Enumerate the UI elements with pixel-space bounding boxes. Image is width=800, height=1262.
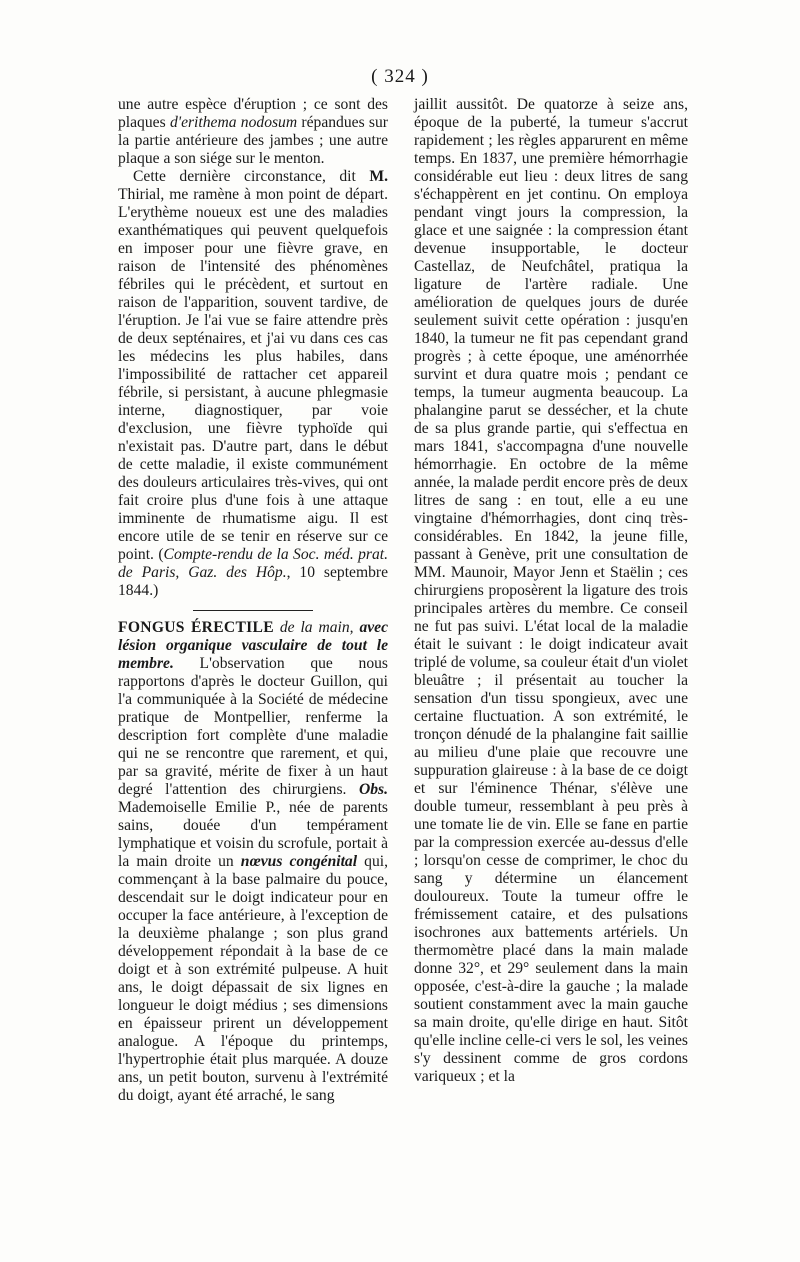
left-column [118,96,388,1105]
italic-term: nœvus congénital [240,853,358,870]
heading-italic: de la main, [273,619,360,636]
text-run: répandues sur la partie antérieure des jambes ; une autre plaque a son siége sur le menton. [118,114,388,167]
text-run: L'observation que nous rapportons d'après le docteur Guillon, qui l'a communiquée à la Société de médecine pratique de Montpellier, renferme la description fort complète d'une maladie qui ne se rencontre que rarement, et qui, par sa gravité, mérite de fixer à un haut degré l'attention des chirurgiens. [118,655,388,798]
page-number: ( 324 ) [371,66,429,87]
citation-date: , 10 septembre 1844.) [118,564,388,599]
paragraph-continuation: jaillit aussitôt. De quatorze à seize ans, époque de la puberté, la tumeur s'accrut rapidement ; les règles apparurent en même temps. En 1837, une première hémorrhagie considérable eut lieu : deux litres de sang s'échappèrent en jet continu. On employa pendant vingt jours la compression, la glace et une saignée : la compression étant devenue insupportable, le docteur Castellaz, de Neufchâtel, pratiqua la ligature de l'artère radiale. Une amélioration de quelques jours de durée seulement suivit cette opération : jusqu'en 1840, la tumeur ne fit pas cependant grand progrès ; à cette époque, une aménorrhée survint et dura quatre mois ; pendant ce temps, la tumeur augmenta beaucoup. La phalangine parut se dessécher, et la chute de sa plus grande partie, qui s'effectua en mars 1841, s'accompagna d'une nouvelle hémorrhagie. En octobre de la même année, la malade perdit encore près de deux litres de sang : en tout, elle a eu une vingtaine d'hémorrhagies, dont cinq très-considérables. En 1842, la jeune fille, passant à Genève, prit une consultation de MM. Maunoir, Mayor Jenn et Staëlin ; ces chirurgiens proposèrent la ligature des trois principales artères du membre. Ce conseil ne fut pas suivi. L'état local de la maladie était le suivant : le doigt indicateur avait triplé de volume, sa couleur était d'un violet bleuâtre ; il présentait au toucher la sensation d'un tissu spongieux, avec une certaine fluctuation. A son extrémité, le tronçon dénudé de la phalangine fait saillie au milieu d'une plaie que recouvre une suppuration glaireuse : à la base de ce doigt et sur l'éminence Thénar, s'élève une double tumeur, ressemblant à peu près à une tomate lie de vin. Elle se fane en partie par la compression exercée au-dessus d'elle ; lorsqu'on cesse de comprimer, le choc du sang y détermine un élancement douloureux. Toute la tumeur offre le frémissement cataire, et des pulsations isochrones aux battements artériels. Un thermomètre placé dans la main malade donne 32°, et 29° seulement dans la main opposée, c'est-à-dire la gauche ; la malade soutient constamment avec la main gauche sa main droite, qu'elle dirige en haut. Sitôt qu'elle incline celle-ci vers le sol, les veines s'y dessinent comme de gros cordons variqueux ; et la [414,96,688,1085]
heading-bold-italic: avec lésion organique vasculaire de tout le membre. [118,619,388,672]
text-run: Thirial, me ramène à mon point de départ. L'erythème noueux est une des maladies exanthématiques qui peuvent quelquefois en imposer pour une fièvre grave, en raison de l'intensité des phénomènes fébriles qui le précèdent, et surtout en raison de l'apparition, souvent tardive, de l'éruption. Je l'ai vue se faire attendre près de deux septénaires, et j'ai vu dans ces cas les médecins les plus habiles, dans l'impossibilité de rattacher cet appareil fébrile, si persistant, à aucune phlegmasie interne, diagnostiquer, par voie d'exclusion, une fièvre typhoïde qui n'existait pas. D'autre part, dans le début de cette maladie, il existe communément des douleurs articulaires très-vives, qui ont fait croire plus d'une fois à une attaque imminente de rhumatisme aigu. Il est encore utile de se tenir en réserve sur ce point. ( [118,186,388,563]
citation-source: Compte-rendu de la Soc. méd. prat. de Paris, Gaz. des Hôp. [118,546,389,581]
section-heading: FONGUS ÉRECTILE [118,619,274,636]
abbrev-monsieur: M. [369,168,388,185]
right-column [414,96,688,1086]
paragraph-eruption [118,96,388,168]
text-run: Mademoiselle Emilie P., née de parents sains, douée d'un tempérament lymphatique et voisin du scrofule, portait à la main droite un [118,799,388,870]
obs-label: Obs. [358,781,388,798]
paragraph-thirial [118,168,388,600]
section-divider [193,610,313,611]
text-run: Cette dernière circonstance, dit [133,168,370,185]
paragraph-fongus [118,619,388,1105]
text-run: qui, commençant à la base palmaire du pouce, descendait sur le doigt indicateur pour en occuper la face antérieure, à l'exception de la deuxième phalange ; son plus grand développement répondait à la base de ce doigt et à son extrémité pulpeuse. A huit ans, le doigt dépassait de six lignes en longueur le doigt médius ; ses dimensions en épaisseur prirent un développement analogue. A l'époque du printemps, l'hypertrophie était plus marquée. A douze ans, un petit bouton, survenu à l'extrémité du doigt, ayant été arraché, le sang [118,853,388,1104]
italic-term: d'erithema nodosum [169,114,298,131]
text-run: une autre espèce d'éruption ; ce sont des plaques [118,96,388,131]
